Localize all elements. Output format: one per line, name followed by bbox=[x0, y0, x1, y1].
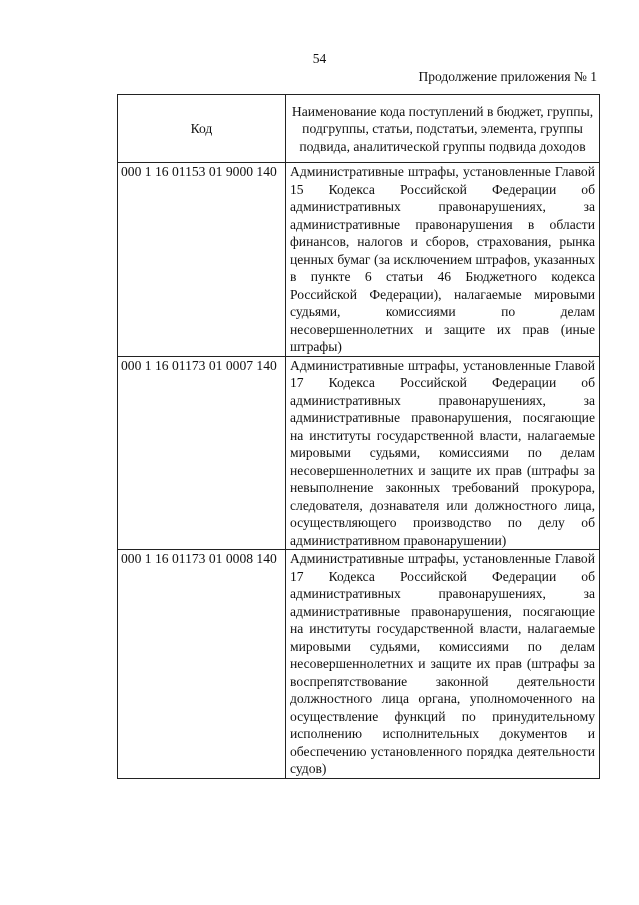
row-code: 000 1 16 01173 01 0008 140 bbox=[118, 550, 286, 779]
table-row bbox=[118, 356, 600, 550]
header-code: Код bbox=[118, 95, 286, 163]
row-description: Административные штрафы, установленные Главой 15 Кодекса Российской Федерации об административных правонарушениях, за административные правонарушения в области финансов, налогов и сборов, страхования, рынка ценных бумаг (за исключением штрафов, указанных в пункте 6 статьи 46 Бюджетного кодекса Российской Федерации), налагаемые мировыми судьями, комиссиями по делам несовершеннолетних и защите их прав (иные штрафы) bbox=[286, 163, 600, 357]
row-description: Административные штрафы, установленные Главой 17 Кодекса Российской Федерации об административных правонарушениях, за административные правонарушения, посягающие на институты государственной власти, налагаемые мировыми судьями, комиссиями по делам несовершеннолетних и защите их прав (штрафы за невыполнение законных требований прокурора, следователя, дознавателя или должностного лица, осуществляющего производство по делу об административном правонарушении) bbox=[286, 356, 600, 550]
row-description: Административные штрафы, установленные Главой 17 Кодекса Российской Федерации об административных правонарушениях, за административные правонарушения, посягающие на институты государственной власти, налагаемые мировыми судьями, комиссиями по делам несовершеннолетних и защите их прав (штрафы за воспрепятствование законной деятельности должностного лица органа, уполномоченного на осуществление функций по принудительному исполнению исполнительных документов и обеспечению установленного порядка деятельности судов) bbox=[286, 550, 600, 779]
header-name: Наименование кода поступлений в бюджет, группы, подгруппы, статьи, подстатьи, элемента, группы подвида, аналитической группы подвида доходов bbox=[286, 95, 600, 163]
table-header-row bbox=[118, 95, 600, 163]
row-code: 000 1 16 01153 01 9000 140 bbox=[118, 163, 286, 357]
appendix-continuation-note: Продолжение приложения № 1 bbox=[418, 69, 597, 84]
table-row bbox=[118, 163, 600, 357]
page-number: 54 bbox=[312, 51, 327, 66]
table-row bbox=[118, 550, 600, 779]
revenue-codes-table bbox=[117, 94, 600, 779]
row-code: 000 1 16 01173 01 0007 140 bbox=[118, 356, 286, 550]
